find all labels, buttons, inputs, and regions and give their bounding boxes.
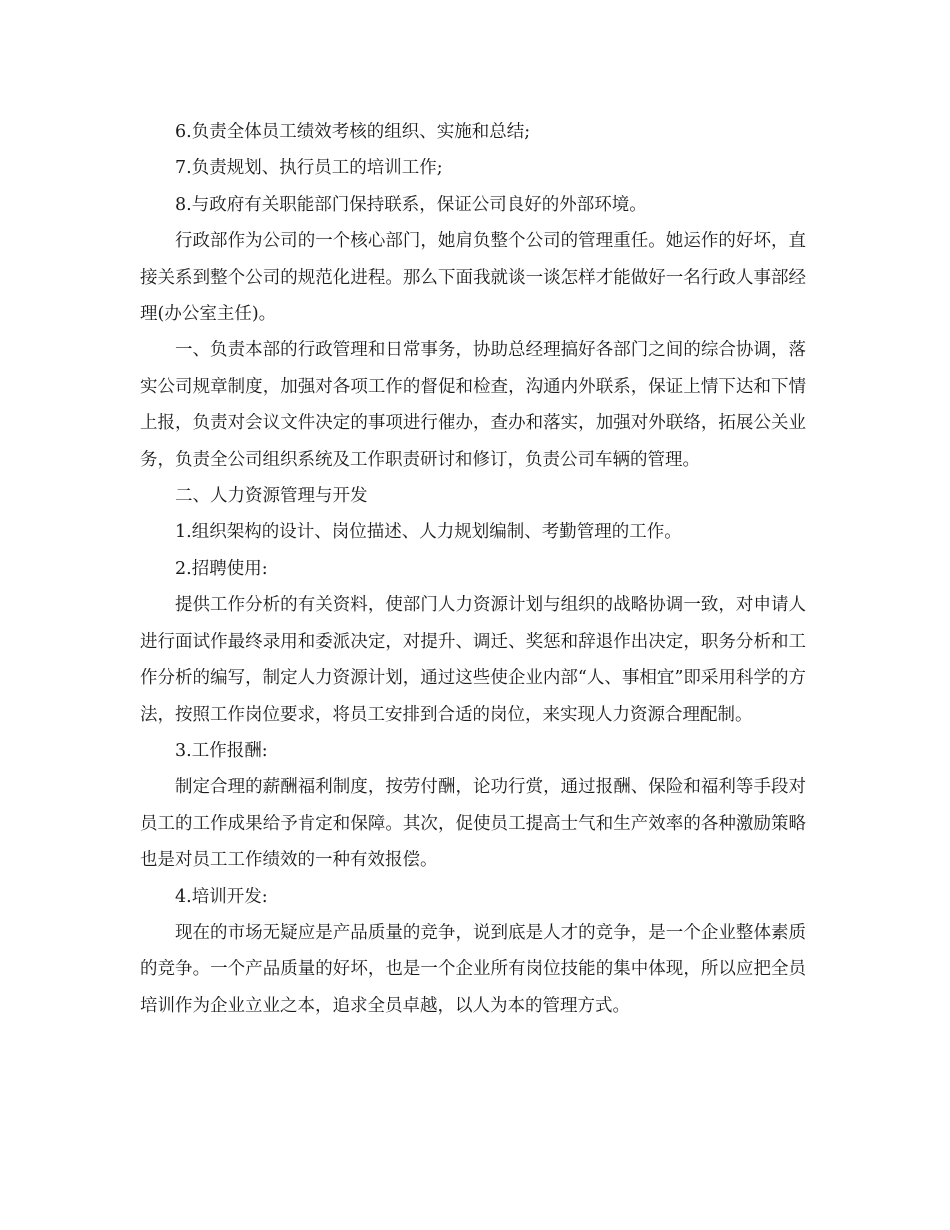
subheading-recruitment: 2.招聘使用: bbox=[175, 558, 268, 579]
paragraph-recruitment: 提供工作分析的有关资料，使部门人力资源计划与组织的战略协调一致，对申请人进行面试作最终录用和委派决定，对提升、调迁、奖惩和辞退作出决定，职务分析和工作分析的编写，制定人力资源计划，通过这些使企业内部“人、事相宜”即采用科学的方法，按照工作岗位要求，将员工安排到合适的岗位，来实现人力资源合理配制。 bbox=[140, 595, 806, 725]
paragraph-item-8: 8.与政府有关职能部门保持联系，保证公司良好的外部环境。 bbox=[175, 194, 647, 215]
paragraph-item-7: 7.负责规划、执行员工的培训工作; bbox=[175, 158, 443, 179]
subheading-compensation: 3.工作报酬: bbox=[175, 740, 268, 761]
paragraph-hr-1: 1.组织架构的设计、岗位描述、人力规划编制、考勤管理的工作。 bbox=[175, 522, 682, 543]
document-body bbox=[140, 114, 806, 1024]
paragraph-item-6: 6.负责全体员工绩效考核的组织、实施和总结; bbox=[175, 122, 531, 142]
paragraph-compensation: 制定合理的薪酬福利制度，按劳付酬，论功行赏，通过报酬、保险和福利等手段对员工的工作成果给予肯定和保障。其次，促使员工提高士气和生产效率的各种激励策略也是对员工工作绩效的一种有效报偿。 bbox=[140, 777, 806, 871]
paragraph-training: 现在的市场无疑应是产品质量的竞争，说到底是人才的竞争，是一个企业整体素质的竞争。一个产品质量的好坏，也是一个企业所有岗位技能的集中体现，所以应把全员培训作为企业立业之本，追求全员卓越，以人为本的管理方式。 bbox=[140, 922, 806, 1016]
section-heading-hr: 二、人力资源管理与开发 bbox=[175, 486, 368, 507]
paragraph-section-one: 一、负责本部的行政管理和日常事务，协助总经理搞好各部门之间的综合协调，落实公司规章制度，加强对各项工作的督促和检查，沟通内外联系，保证上情下达和下情上报，负责对会议文件决定的事项进行催办，查办和落实，加强对外联络，拓展公关业务，负责全公司组织系统及工作职责研讨和修订，负责公司车辆的管理。 bbox=[140, 340, 806, 470]
paragraph-admin-intro: 行政部作为公司的一个核心部门，她肩负整个公司的管理重任。她运作的好坏，直接关系到整个公司的规范化进程。那么下面我就谈一谈怎样才能做好一名行政人事部经理(办公室主任)。 bbox=[140, 231, 806, 325]
subheading-training: 4.培训开发: bbox=[175, 886, 268, 907]
